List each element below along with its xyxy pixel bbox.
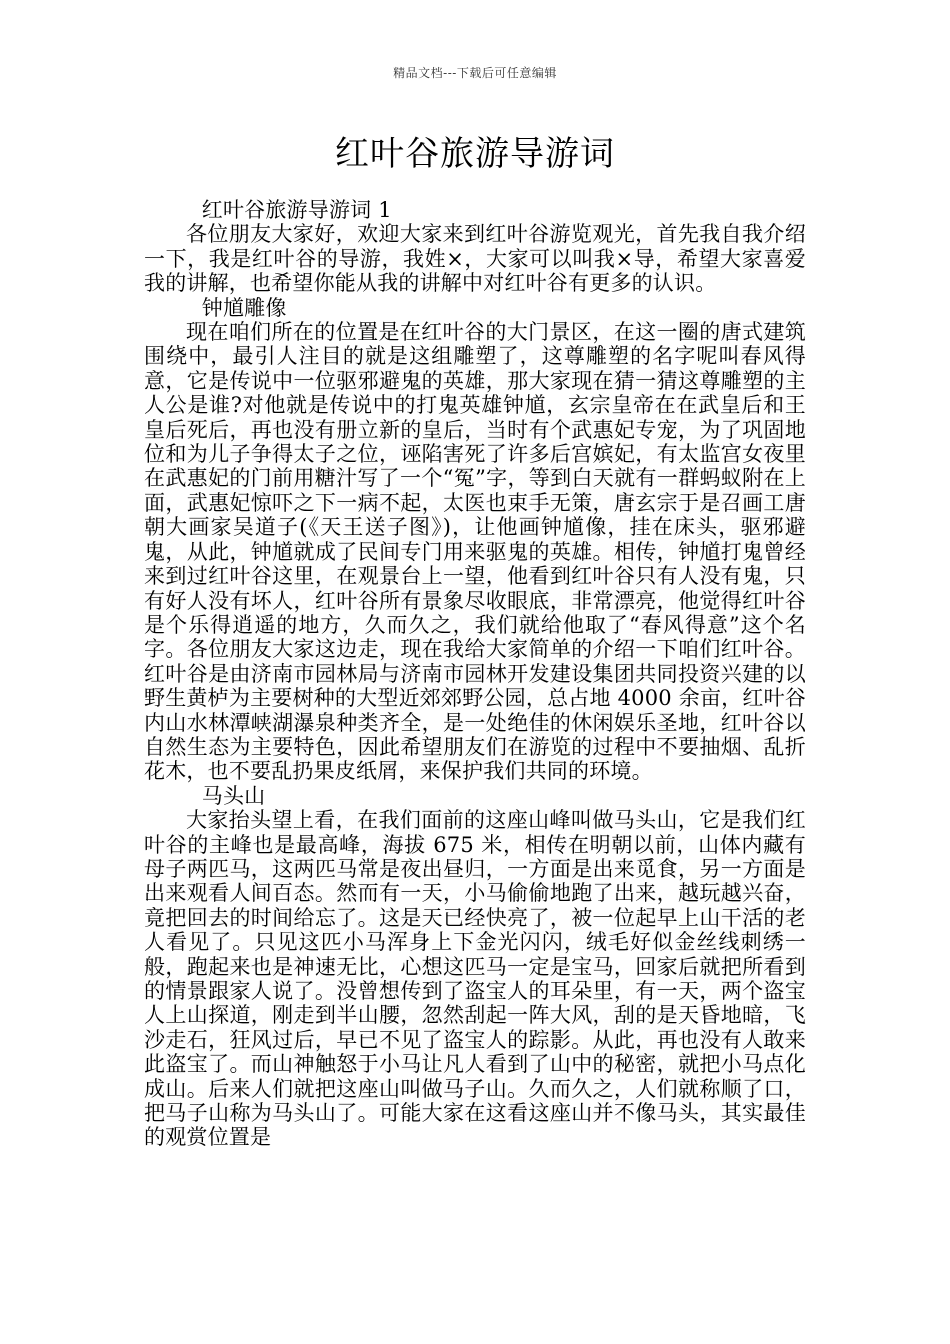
section-heading-zhongkui: 钟馗雕像 [201, 295, 287, 320]
page-header: 精品文档---下载后可任意编辑 [393, 66, 557, 80]
document-title: 红叶谷旅游导游词 [335, 134, 615, 174]
section-heading-matoushan: 马头山 [201, 783, 266, 808]
document-body [144, 198, 806, 1150]
paragraph-matoushan: 大家抬头望上看，在我们面前的这座山峰叫做马头山，它是我们红叶谷的主峰也是最高峰，海拔 675 米，相传在明朝以前，山体内藏有母子两匹马，这两匹马常是夜出昼归，一方面是出来觅食，另一方面是出来观看人间百态。然而有一天，小马偷偷地跑了出来，越玩越兴奋，竟把回去的时间给忘了。这是天已经快亮了，被一位起早上山干活的老人看见了。只见这匹小马浑身上下金光闪闪，绒毛好似金丝线刺绣一般，跑起来也是神速无比，心想这匹马一定是宝马，回家后就把所看到的情景跟家人说了。没曾想传到了盗宝人的耳朵里，有一天，两个盗宝人上山探道，刚走到半山腰，忽然刮起一阵大风，刮的是天昏地暗，飞沙走石，狂风过后，早已不见了盗宝人的踪影。从此，再也没有人敢来此盗宝了。而山神触怒于小马让凡人看到了山中的秘密，就把小马点化成山。后来人们就把这座山叫做马子山。久而久之，人们就称顺了口，把马子山称为马头山了。可能大家在这看这座山并不像马头，其实最佳的观赏位置是 [144, 808, 806, 1150]
paragraph-zhongkui: 现在咱们所在的位置是在红叶谷的大门景区，在这一圈的唐式建筑围绕中，最引人注目的就是这组雕塑了，这尊雕塑的名字呢叫春风得意，它是传说中一位驱邪避鬼的英雄，那大家现在猜一猜这尊雕塑的主人公是谁?对他就是传说中的打鬼英雄钟馗，玄宗皇帝在在武皇后和王皇后死后，再也没有册立新的皇后，当时有个武惠妃专宠，为了巩固地位和为儿子争得太子之位，诬陷害死了许多后宫嫔妃，有太监宫女夜里在武惠妃的门前用糖汁写了一个“冤”字，等到白天就有一群蚂蚁附在上面，武惠妃惊吓之下一病不起，太医也束手无策，唐玄宗于是召画工唐朝大画家吴道子(《天王送子图》)，让他画钟馗像，挂在床头，驱邪避鬼，从此，钟馗就成了民间专门用来驱鬼的英雄。相传，钟馗打鬼曾经来到过红叶谷这里，在观景台上一望，他看到红叶谷只有人没有鬼，只有好人没有坏人，红叶谷所有景象尽收眼底，非常漂亮，他觉得红叶谷是个乐得逍遥的地方，久而久之，我们就给他取了“春风得意”这个名字。各位朋友大家这边走，现在我给大家简单的介绍一下咱们红叶谷。红叶谷是由济南市园林局与济南市园林开发建设集团共同投资兴建的以野生黄栌为主要树种的大型近郊郊野公园，总占地 4000 余亩，红叶谷内山水林潭峡湖瀑泉种类齐全，是一处绝佳的休闲娱乐圣地，红叶谷以自然生态为主要特色，因此希望朋友们在游览的过程中不要抽烟、乱折花木，也不要乱扔果皮纸屑，来保护我们共同的环境。 [144, 320, 806, 784]
paragraph-greeting: 各位朋友大家好，欢迎大家来到红叶谷游览观光，首先我自我介绍一下，我是红叶谷的导游，我姓×，大家可以叫我×导，希望大家喜爱我的讲解，也希望你能从我的讲解中对红叶谷有更多的认识。 [144, 222, 806, 296]
section-heading-intro: 红叶谷旅游导游词 1 [201, 198, 392, 222]
